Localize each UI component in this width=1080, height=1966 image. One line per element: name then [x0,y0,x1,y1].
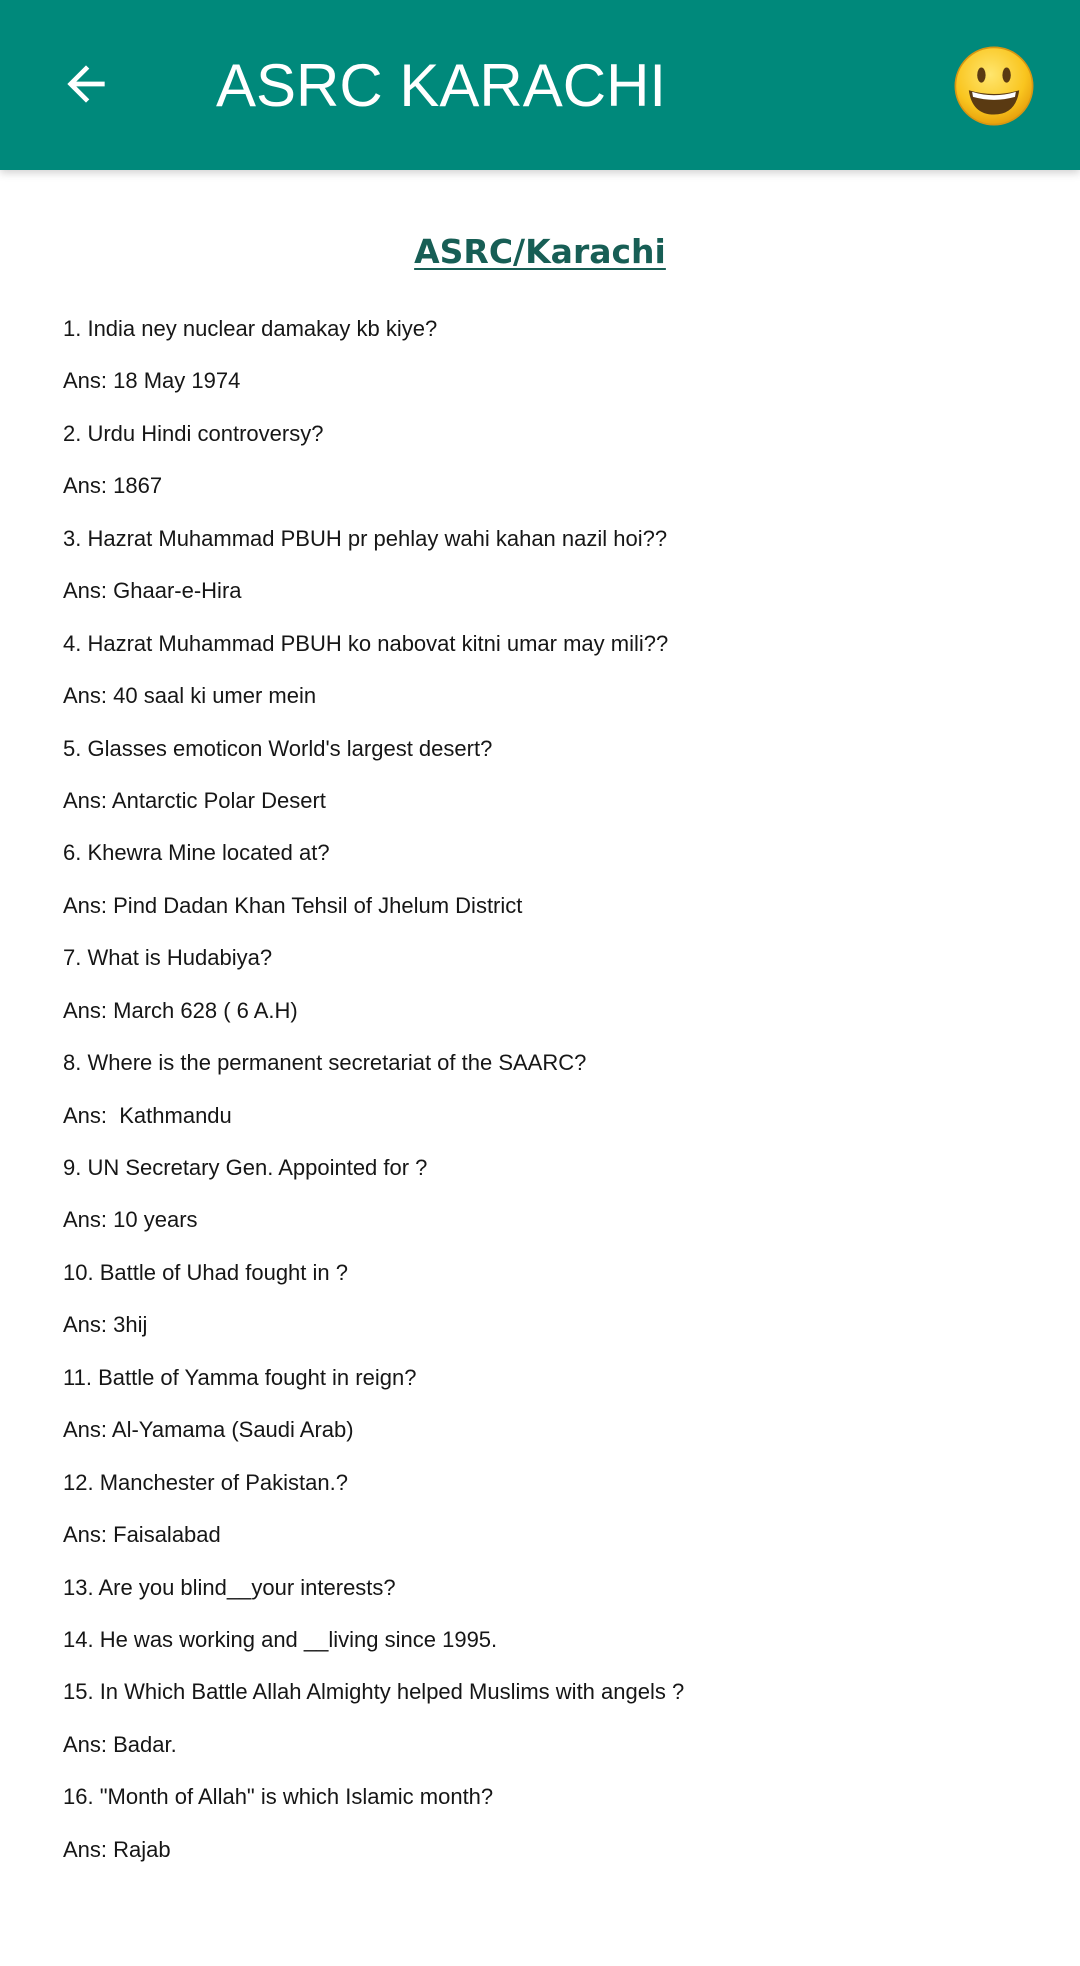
answer-line: Ans: 3hij [63,1312,148,1338]
question-line: 5. Glasses emoticon World's largest desert? [63,735,493,761]
answer-line: Ans: Badar. [63,1731,177,1757]
question-line: 10. Battle of Uhad fought in ? [63,1259,348,1285]
document-title: ASRC/Karachi [414,232,666,271]
back-button[interactable] [38,36,134,132]
qa-list [63,303,1063,1876]
question-line: 13. Are you blind__your interests? [63,1574,396,1600]
answer-line: Ans: Rajab [63,1836,171,1862]
question-line: 4. Hazrat Muhammad PBUH ko nabovat kitni umar may mili?? [63,630,669,656]
question-line: 9. UN Secretary Gen. Appointed for ? [63,1155,428,1180]
answer-line: Ans: Faisalabad [63,1522,221,1548]
answer-line: Ans: Ghaar-e-Hira [63,578,242,604]
question-line: 7. What is Hudabiya? [63,945,273,971]
answer-line: Ans: Pind Dadan Khan Tehsil of Jhelum District [63,892,523,918]
app-bar [0,0,1080,170]
answer-line: Ans: Kathmandu [63,1102,232,1128]
question-line: 2. Urdu Hindi controversy? [63,420,324,446]
answer-line: Ans: Antarctic Polar Desert [63,787,326,813]
answer-line: Ans: 40 saal ki umer mein [63,683,317,709]
emoji-button[interactable] [952,44,1036,128]
grinning-face-icon [952,44,1036,128]
app-title: ASRC KARACHI [216,52,667,119]
question-line: 12. Manchester of Pakistan.? [63,1469,348,1495]
question-line: 11. Battle of Yamma fought in reign? [63,1364,417,1390]
document-content [0,170,1080,1966]
answer-line: Ans: 10 years [63,1207,198,1233]
arrow-left-icon [58,56,114,112]
question-line: 3. Hazrat Muhammad PBUH pr pehlay wahi kahan nazil hoi?? [63,525,668,551]
question-line: 6. Khewra Mine located at? [63,840,330,866]
question-line: 1. India ney nuclear damakay kb kiye? [63,316,438,341]
answer-line: Ans: Al-Yamama (Saudi Arab) [63,1417,354,1443]
answer-line: Ans: March 628 ( 6 A.H) [63,997,298,1023]
question-line: 15. In Which Battle Allah Almighty helped Muslims with angels ? [63,1679,685,1705]
question-line: 16. "Month of Allah" is which Islamic month? [63,1784,494,1810]
question-line: 14. He was working and __living since 1995. [63,1626,498,1652]
question-line: 8. Where is the permanent secretariat of the SAARC? [63,1050,587,1076]
answer-line: Ans: 18 May 1974 [63,368,241,394]
answer-line: Ans: 1867 [63,473,163,499]
